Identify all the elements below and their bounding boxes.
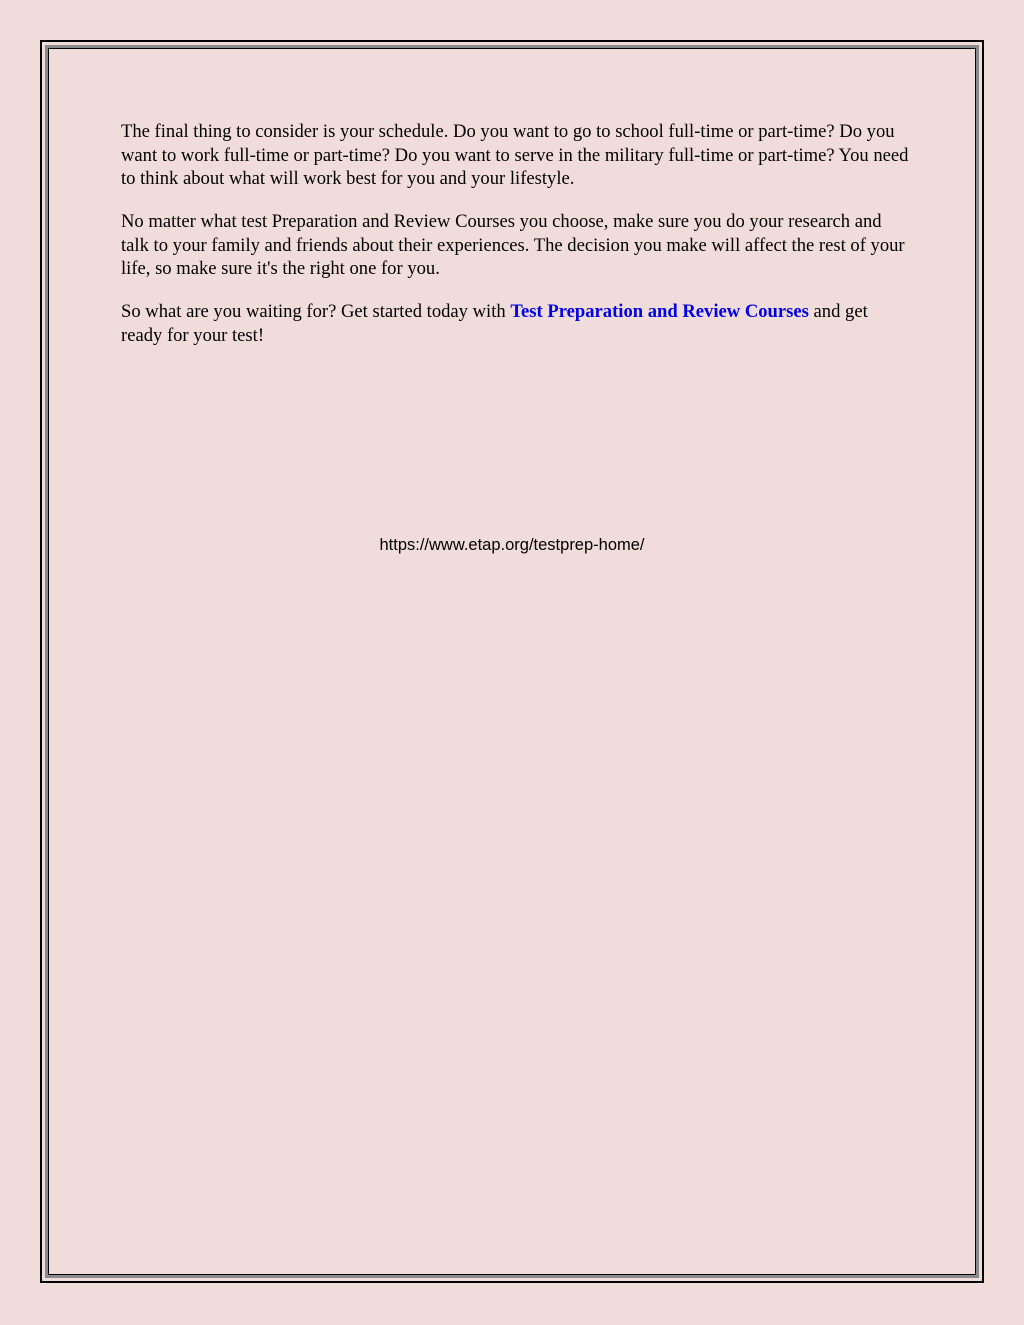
paragraph-research: No matter what test Preparation and Review Courses you choose, make sure you do your research and talk to your family and friends about their experiences. The decision you make will affect the rest of your life, so make sure it's the right one for you. bbox=[121, 211, 905, 279]
closing-text-after: and get ready for your test! bbox=[121, 301, 868, 346]
paragraph-schedule: The final thing to consider is your schedule. Do you want to go to school full-time or part-time? Do you want to work full-time or part-time? Do you want to serve in the military full-time or part-time? You need to think about what will work best for you and your lifestyle. bbox=[121, 121, 909, 189]
document-body bbox=[121, 120, 911, 367]
closing-text-before: So what are you waiting for? Get started today with bbox=[121, 301, 511, 322]
footer-url: https://www.etap.org/testprep-home/ bbox=[379, 536, 645, 554]
test-prep-courses-link[interactable]: Test Preparation and Review Courses bbox=[510, 301, 809, 322]
paragraph-closing bbox=[121, 300, 911, 347]
